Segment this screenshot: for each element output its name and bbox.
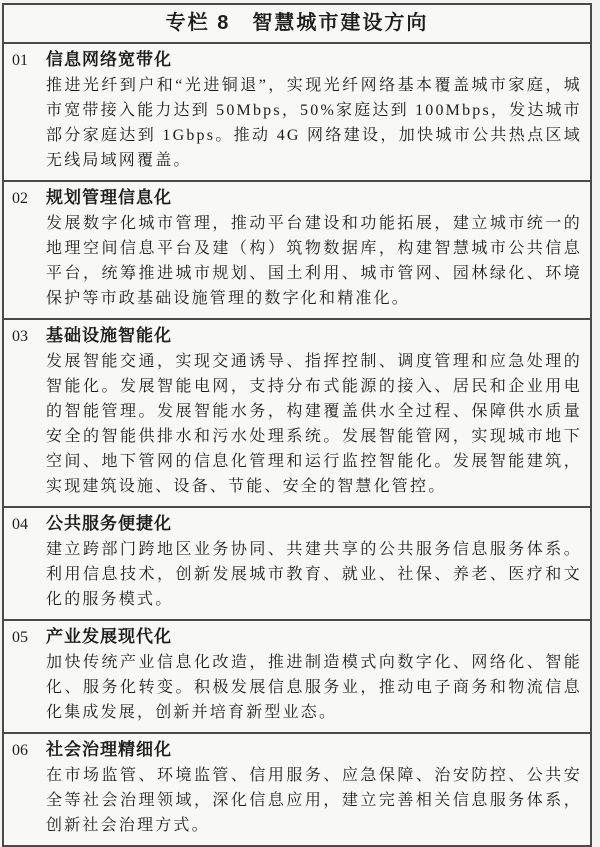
section-heading: 社会治理精细化 (46, 740, 172, 759)
section-heading: 产业发展现代化 (46, 627, 172, 646)
section-06 (4, 732, 590, 845)
box-title: 专栏 8 智慧城市建设方向 (165, 12, 429, 34)
section-heading: 公共服务便捷化 (46, 514, 172, 533)
section-05 (4, 619, 590, 732)
section-content (46, 47, 582, 173)
section-number: 01 (12, 52, 28, 69)
section-body: 加快传统产业信息化改造，推进制造模式向数字化、网络化、智能化、服务化转变。积极发展信息服务业，推动电子商务和物流信息化集成发展，创新并培育新型业态。 (46, 654, 582, 721)
section-01 (4, 42, 590, 180)
section-body: 推进光纤到户和“光进铜退”，实现光纤网络基本覆盖城市家庭，城市宽带接入能力达到 50Mbps，50%家庭达到 100Mbps，发达城市部分家庭达到 1Gbps。推动 4G 网络建设，加快城市公共热点区域无线局域网覆盖。 (46, 77, 582, 169)
section-heading: 信息网络宽带化 (46, 50, 172, 69)
section-heading: 规划管理信息化 (46, 188, 172, 207)
section-body: 发展数字化城市管理，推动平台建设和功能拓展，建立城市统一的地理空间信息平台及建（构）筑物数据库，构建智慧城市公共信息平台，统筹推进城市规划、国土利用、城市管网、园林绿化、环境保护等市政基础设施管理的数字化和精准化。 (46, 215, 582, 307)
column-box (2, 3, 592, 847)
section-content (46, 511, 582, 612)
section-number: 05 (12, 629, 28, 646)
section-content (46, 624, 582, 725)
section-body: 建立跨部门跨地区业务协同、共建共享的公共服务信息服务体系。利用信息技术，创新发展城市教育、就业、社保、养老、医疗和文化的服务模式。 (46, 541, 582, 608)
section-number: 03 (12, 328, 28, 345)
section-content (46, 323, 582, 499)
section-number: 06 (12, 742, 28, 759)
section-content (46, 185, 582, 311)
section-body: 发展智能交通，实现交通诱导、指挥控制、调度管理和应急处理的智能化。发展智能电网，支持分布式能源的接入、居民和企业用电的智能管理。发展智能水务，构建覆盖供水全过程、保障供水质量安全的智能供排水和污水处理系统。发展智能管网，实现城市地下空间、地下管网的信息化管理和运行监控智能化。发展智能建筑，实现建筑设施、设备、节能、安全的智慧化管控。 (46, 353, 582, 495)
section-number: 02 (12, 190, 28, 207)
section-body: 在市场监管、环境监管、信用服务、应急保障、治安防控、公共安全等社会治理领域，深化信息应用，建立完善相关信息服务体系，创新社会治理方式。 (46, 767, 582, 834)
section-content (46, 737, 582, 838)
section-heading: 基础设施智能化 (46, 326, 172, 345)
section-04 (4, 506, 590, 619)
section-number: 04 (12, 516, 28, 533)
title-row (4, 5, 590, 42)
section-02 (4, 180, 590, 318)
section-03 (4, 318, 590, 506)
